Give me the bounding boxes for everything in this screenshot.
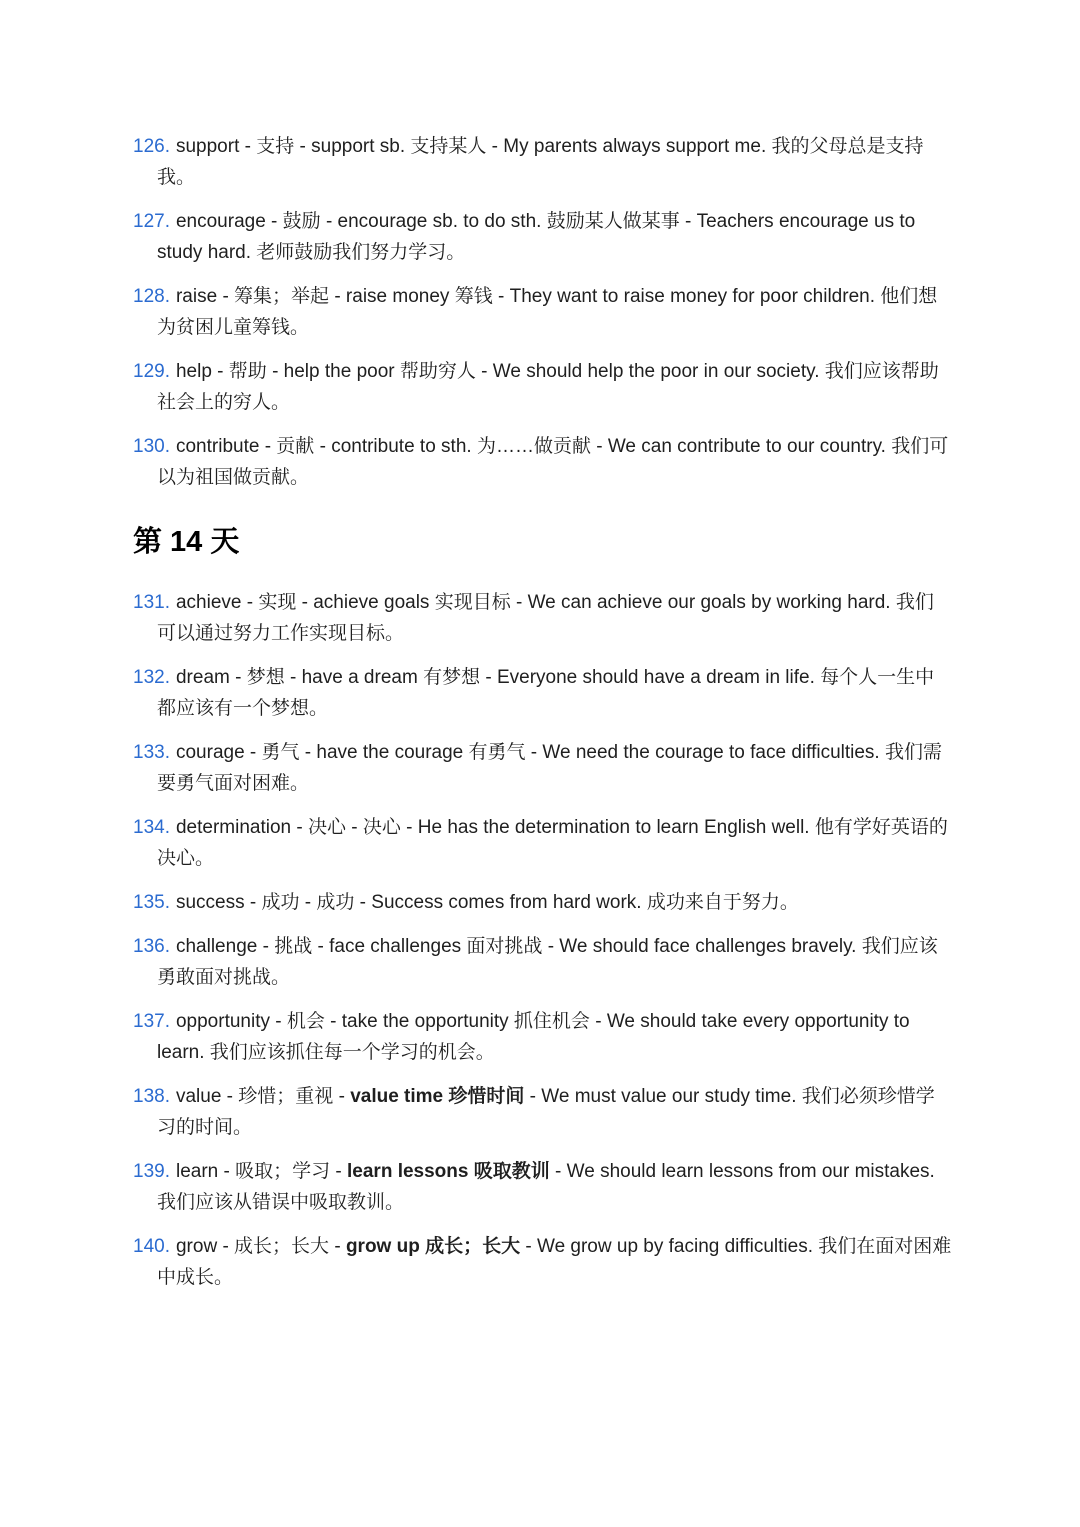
item-text: opportunity - 机会 - take the opportunity 抓住机会 - We should take every opportunity to learn. 我们应该抓住每一个学习的机会。 [157,1011,910,1063]
item-number: 129. [133,361,170,382]
item-number: 138. [133,1086,170,1107]
item-number: 139. [133,1161,170,1182]
item-text: dream - 梦想 - have a dream 有梦想 - Everyone should have a dream in life. 每个人一生中都应该有一个梦想。 [157,667,935,719]
item-number: 131. [133,592,170,613]
list-item [133,887,952,918]
document-body [133,131,952,1293]
item-number: 137. [133,1011,170,1032]
item-text: help - 帮助 - help the poor 帮助穷人 - We should help the poor in our society. 我们应该帮助社会上的穷人。 [157,361,939,413]
list-item [133,1006,952,1068]
item-text-bold: learn lessons 吸取教训 [347,1161,550,1182]
item-text: contribute - 贡献 - contribute to sth. 为……做贡献 - We can contribute to our country. 我们可以为祖国做贡献。 [157,436,949,488]
list-item [133,356,952,418]
list-item [133,812,952,874]
item-text: learn - 吸取；学习 - [175,1161,348,1182]
list-item [133,1081,952,1143]
list-item [133,662,952,724]
item-text: - We grow up by facing difficulties. 我们在面对困难中成长。 [157,1236,952,1288]
item-text-bold: value time 珍惜时间 [350,1086,525,1107]
item-number: 128. [133,286,170,307]
item-text: success - 成功 - 成功 - Success comes from hard work. 成功来自于努力。 [175,892,799,913]
list-item [133,281,952,343]
item-number: 135. [133,892,170,913]
item-text: value - 珍惜；重视 - [175,1086,351,1107]
item-text: achieve - 实现 - achieve goals 实现目标 - We can achieve our goals by working hard. 我们可以通过努力工作实现目标。 [157,592,934,644]
section-heading: 第 14 天 [133,526,240,558]
item-text: challenge - 挑战 - face challenges 面对挑战 - We should face challenges bravely. 我们应该勇敢面对挑战。 [157,936,938,988]
list-item [133,1231,952,1293]
list-item [133,206,952,268]
item-number: 132. [133,667,170,688]
item-number: 127. [133,211,170,232]
item-text: determination - 决心 - 决心 - He has the determination to learn English well. 他有学好英语的决心。 [157,817,948,869]
list-item [133,1156,952,1218]
item-text: grow - 成长；长大 - [175,1236,346,1257]
item-number: 134. [133,817,170,838]
item-number: 130. [133,436,170,457]
list-item [133,131,952,193]
list-item [133,587,952,649]
item-number: 126. [133,136,170,157]
item-text: encourage - 鼓励 - encourage sb. to do sth. 鼓励某人做某事 - Teachers encourage us to study hard. 老师鼓励我们努力学习。 [157,211,916,263]
item-number: 140. [133,1236,170,1257]
item-text: - We must value our study time. 我们必须珍惜学习的时间。 [157,1086,935,1138]
item-text: raise - 筹集；举起 - raise money 筹钱 - They want to raise money for poor children. 他们想为贫困儿童筹钱。 [157,286,938,338]
item-text: courage - 勇气 - have the courage 有勇气 - We need the courage to face difficulties. 我们需要勇气面对困难。 [157,742,942,794]
item-number: 136. [133,936,170,957]
item-text-bold: grow up 成长；长大 [345,1236,521,1257]
list-item [133,931,952,993]
list-item [133,431,952,493]
list-item [133,737,952,799]
item-text: - We should learn lessons from our mistakes. 我们应该从错误中吸取教训。 [157,1161,935,1213]
item-number: 133. [133,742,170,763]
item-text: support - 支持 - support sb. 支持某人 - My parents always support me. 我的父母总是支持我。 [157,136,924,188]
